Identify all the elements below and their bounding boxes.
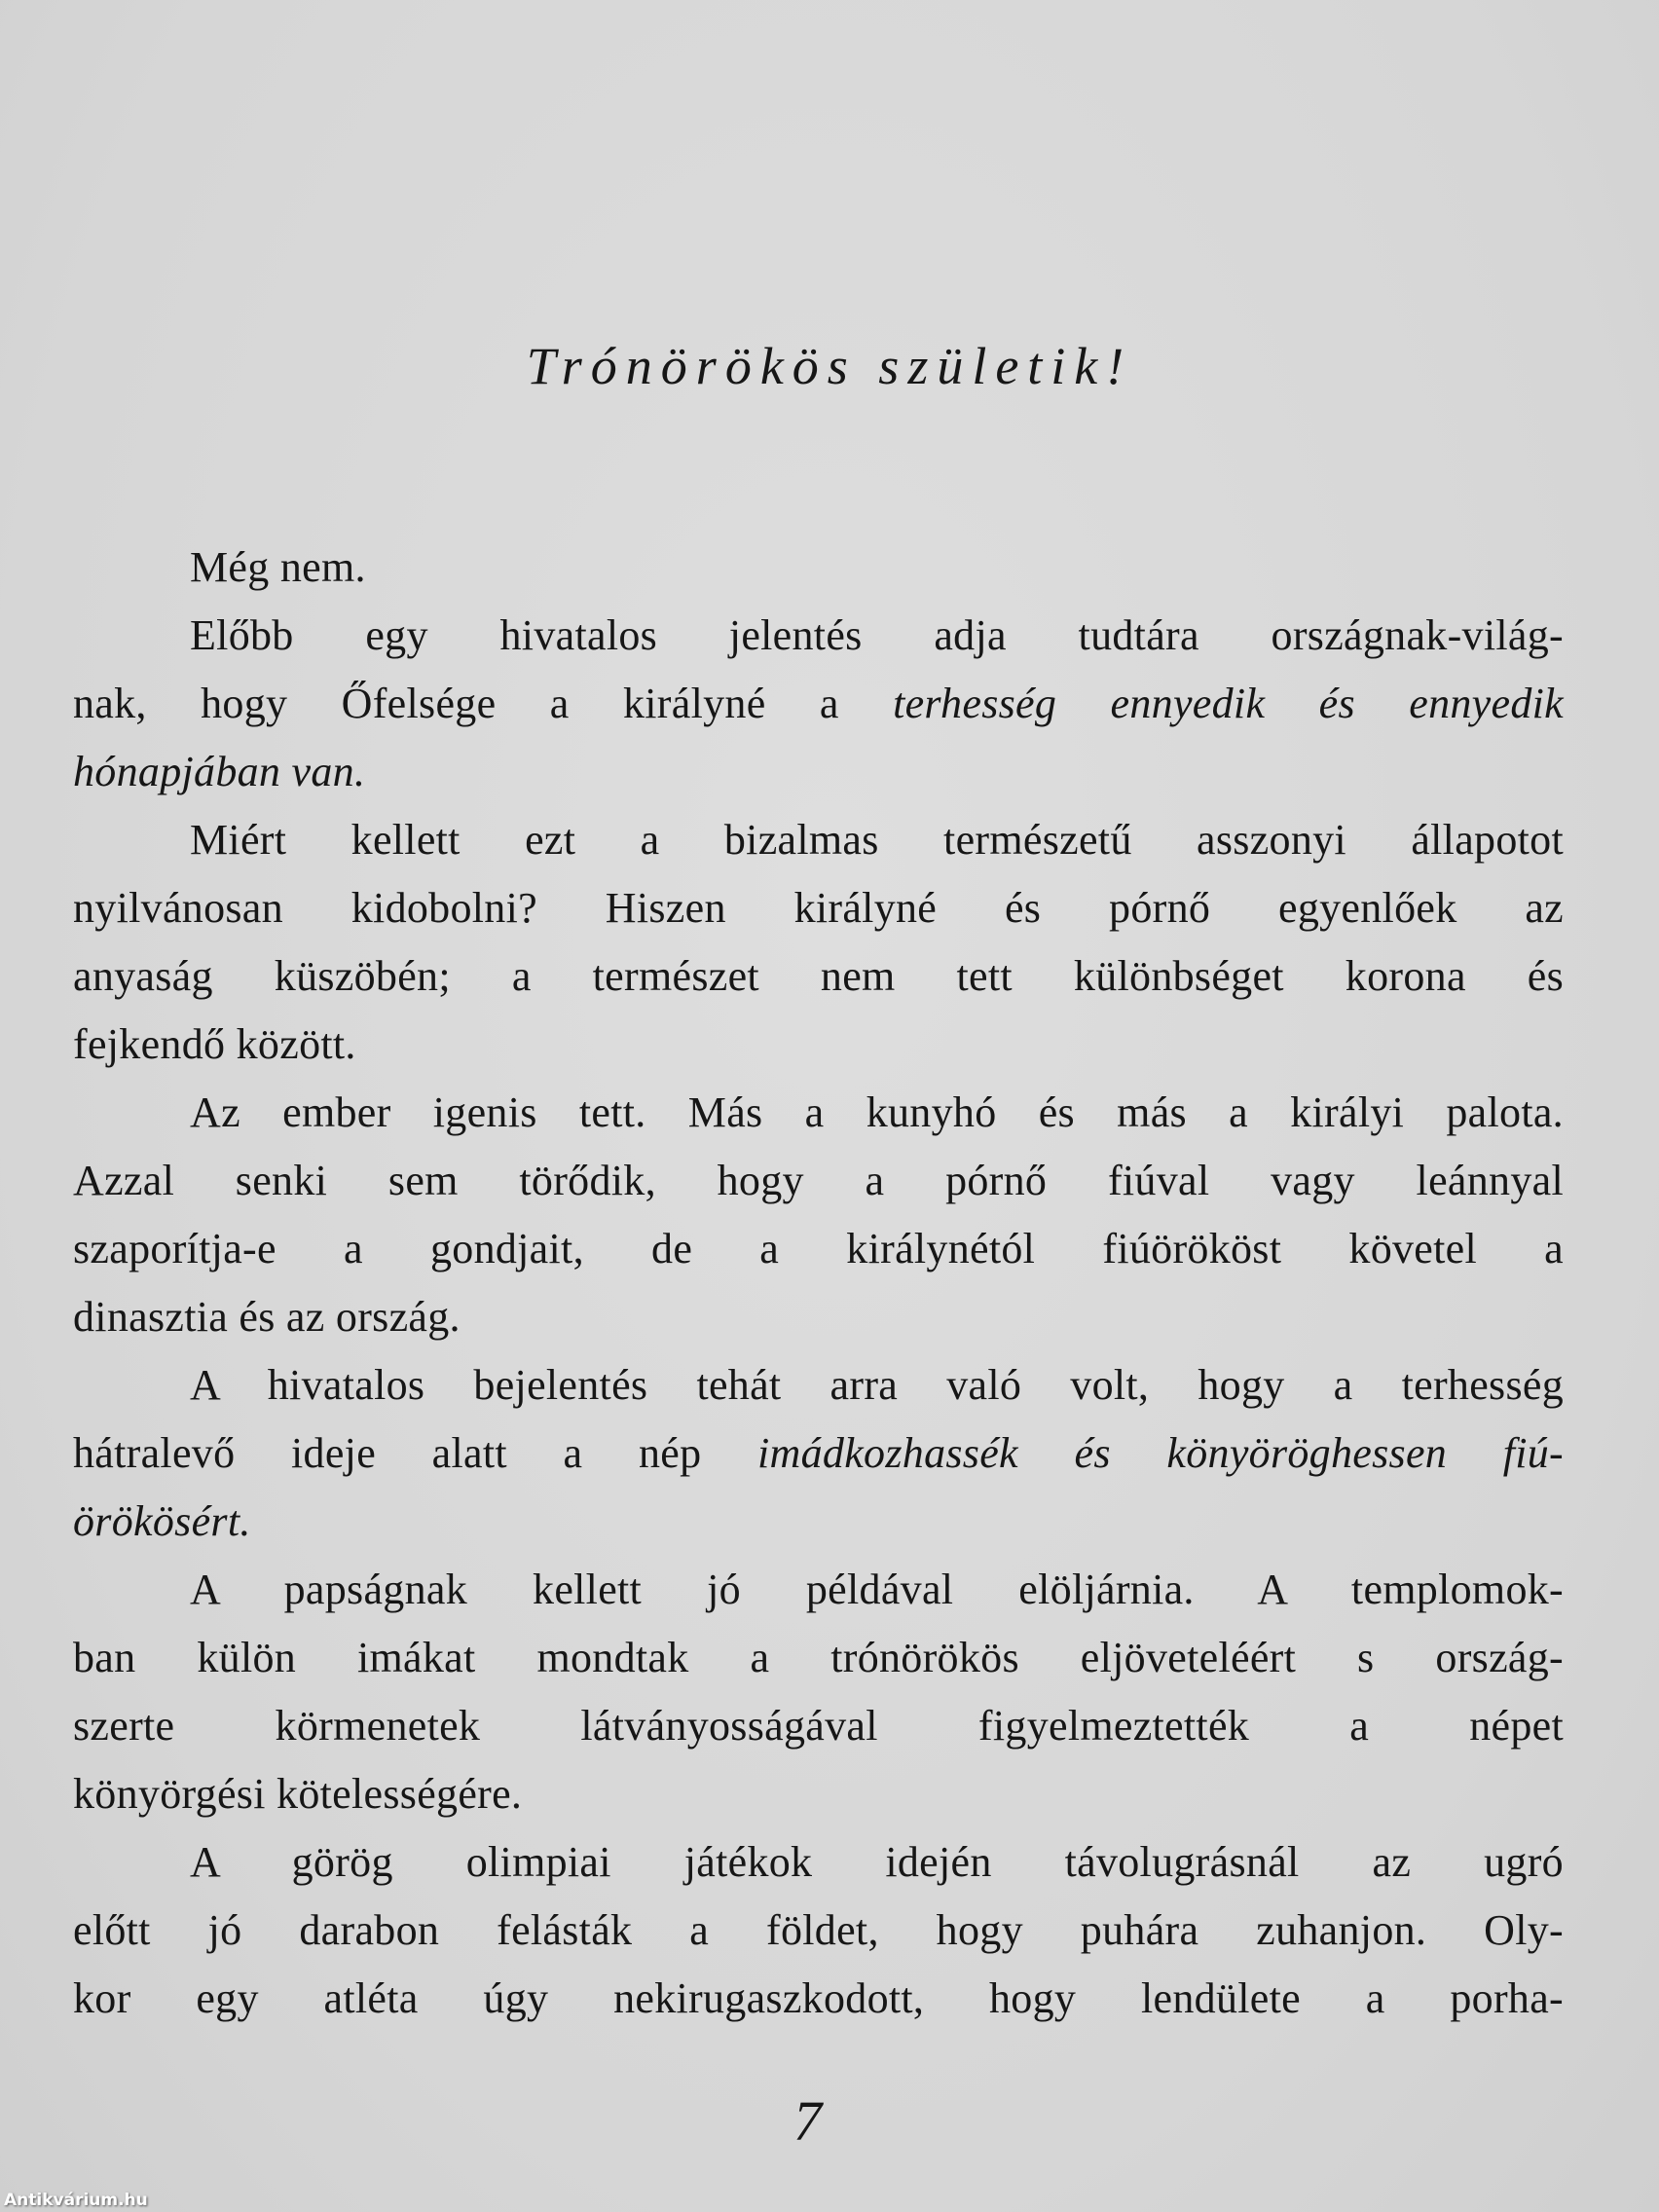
text-line bbox=[73, 1624, 1564, 1692]
text-segment: A görög olimpiai játékok idején távolugrásnál az ugró bbox=[190, 1838, 1564, 1886]
text-line bbox=[73, 1828, 1564, 1897]
text-segment: anyaság küszöbén; a természet nem tett különbséget korona és bbox=[73, 952, 1564, 1000]
text-line bbox=[73, 1692, 1564, 1760]
text-line bbox=[73, 1897, 1564, 1965]
text-line bbox=[73, 1079, 1564, 1147]
text-segment: könyörgési kötelességére. bbox=[73, 1770, 523, 1818]
text-line bbox=[73, 1419, 1564, 1488]
text-line bbox=[73, 1965, 1564, 2033]
text-segment: Még nem. bbox=[190, 543, 366, 591]
text-segment: szerte körmenetek látványosságával figyelmeztették a népet bbox=[73, 1702, 1564, 1750]
italic-text: terhesség ennyedik és ennyedik bbox=[893, 680, 1564, 727]
text-line bbox=[73, 1760, 1564, 1828]
page-number: 7 bbox=[793, 2089, 822, 2153]
text-segment: fejkendő között. bbox=[73, 1020, 356, 1068]
text-segment: ban külön imákat mondtak a trónörökös eljöveteléért s ország- bbox=[73, 1634, 1564, 1681]
text-line bbox=[73, 738, 1564, 806]
text-line bbox=[73, 1283, 1564, 1351]
text-segment: nyilvánosan kidobolni? Hiszen királyné és pórnő egyenlőek az bbox=[73, 884, 1564, 932]
text-segment: nak, hogy Őfelsége a királyné a bbox=[73, 680, 894, 727]
text-segment: Az ember igenis tett. Más a kunyhó és más a királyi palota. bbox=[190, 1088, 1564, 1136]
italic-text: imádkozhassék és könyöröghessen fiú- bbox=[757, 1429, 1565, 1477]
text-segment: A hivatalos bejelentés tehát arra való volt, hogy a terhesség bbox=[190, 1361, 1564, 1409]
text-segment: Azzal senki sem törődik, hogy a pórnő fiúval vagy leánnyal bbox=[73, 1157, 1564, 1204]
text-line bbox=[73, 874, 1564, 942]
text-segment: hátralevő ideje alatt a nép bbox=[73, 1429, 758, 1477]
text-segment: szaporítja-e a gondjait, de a királynétól fiúörököst követel a bbox=[73, 1225, 1564, 1272]
text-line bbox=[73, 1556, 1564, 1624]
text-line bbox=[73, 806, 1564, 874]
text-segment: Előbb egy hivatalos jelentés adja tudtára országnak-világ- bbox=[190, 611, 1564, 659]
text-line bbox=[73, 534, 1564, 602]
text-line bbox=[73, 602, 1564, 670]
body-text bbox=[73, 534, 1564, 2033]
text-line bbox=[73, 1147, 1564, 1215]
text-line bbox=[73, 1351, 1564, 1419]
text-segment: kor egy atléta úgy nekirugaszkodott, hogy lendülete a porha- bbox=[73, 1974, 1564, 2022]
italic-text: örökösért. bbox=[73, 1497, 251, 1545]
text-line bbox=[73, 670, 1564, 738]
text-segment: dinasztia és az ország. bbox=[73, 1293, 461, 1341]
text-segment: Miért kellett ezt a bizalmas természetű asszonyi állapotot bbox=[190, 816, 1564, 864]
italic-text: hónapjában van. bbox=[73, 748, 366, 795]
text-segment: A papságnak kellett jó példával elöljárnia. A templomok- bbox=[190, 1566, 1564, 1613]
watermark: Antikvárium.hu bbox=[4, 2191, 148, 2210]
text-line bbox=[73, 1011, 1564, 1079]
text-line bbox=[73, 942, 1564, 1011]
text-segment: előtt jó darabon felásták a földet, hogy puhára zuhanjon. Oly- bbox=[73, 1906, 1564, 1954]
text-line bbox=[73, 1488, 1564, 1556]
chapter-title: Trónörökös születik! bbox=[526, 337, 1133, 395]
text-line bbox=[73, 1215, 1564, 1283]
